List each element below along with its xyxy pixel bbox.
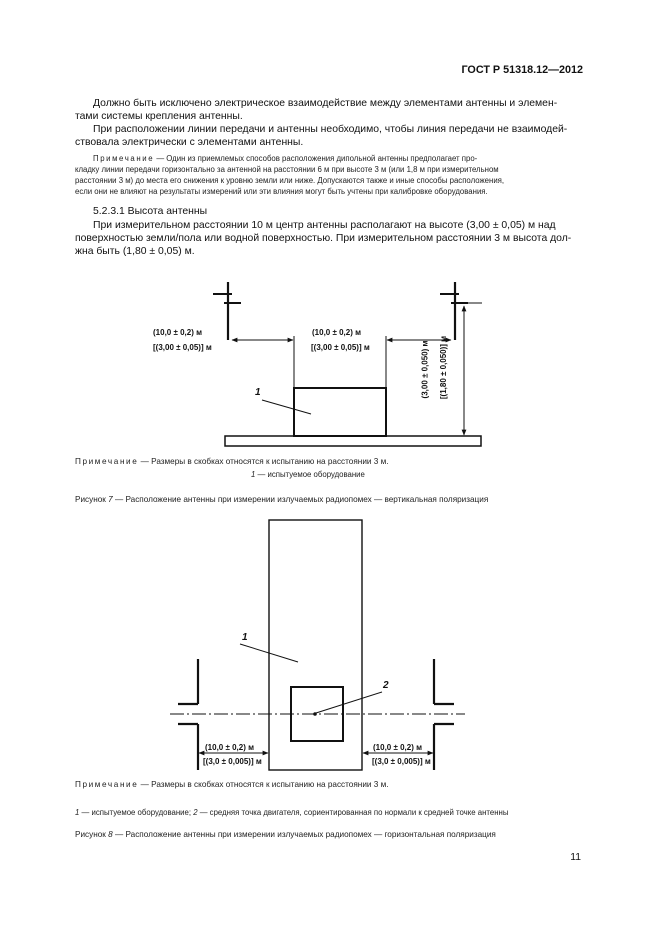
- equipment-tall-box: [269, 520, 362, 770]
- document-number: ГОСТ Р 51318.12—2012: [461, 64, 583, 76]
- fig8-caption-text: — Расположение антенны при измерении излучаемых радиопомех — горизонтальная поляризация: [112, 830, 496, 839]
- fig8-label-1: 1: [242, 632, 248, 643]
- left-antenna: [213, 282, 241, 340]
- fig8-legend-2-num: 2: [193, 808, 198, 817]
- paragraph-3-line-1: При измерительном расстоянии 10 м центр антенны располагают на высоте (3,00 ± 0,05) м над: [93, 220, 556, 231]
- fig7-dim-vertical-2: [(1,80 ± 0,050)] м: [439, 335, 449, 400]
- fig8-dim-left-bottom: [(3,0 ± 0,005)] м: [203, 757, 262, 766]
- note-1-line-4: если они не влияют на результаты измерений или эти влияния могут быть учтены при калибровке оборудования.: [75, 187, 488, 196]
- fig7-note-text: — Размеры в скобках относятся к испытанию на расстоянии 3 м.: [140, 457, 389, 466]
- fig7-legend: [251, 470, 365, 480]
- fig7-dim-vertical-1: (3,00 ± 0,050) м: [420, 340, 430, 399]
- fig7-dim-mid-top: (10,0 ± 0,2) м: [312, 328, 361, 337]
- paragraph-3-line-2: поверхностью земли/пола или водной поверхностью. При измерительном расстоянии 3 м высота дол-: [75, 233, 572, 244]
- fig8-note: [75, 780, 388, 790]
- fig8-dim-left-top: (10,0 ± 0,2) м: [205, 743, 254, 752]
- fig7-dim-left-bottom: [(3,00 ± 0,05)] м: [153, 343, 212, 352]
- fig7-caption-prefix: Рисунок: [75, 495, 109, 504]
- right-antenna-horizontal: [434, 659, 454, 770]
- fig8-label-2: 2: [383, 680, 389, 691]
- fig8-dim-right-top: (10,0 ± 0,2) м: [373, 743, 422, 752]
- fig7-caption-text: — Расположение антенны при измерении излучаемых радиопомех — вертикальная поляризация: [112, 495, 489, 504]
- note-text: — Один из приемлемых способов расположения дипольной антенны предполагает про-: [156, 154, 478, 163]
- fig8-caption-num: 8: [108, 830, 113, 839]
- fig8-note-text: — Размеры в скобках относятся к испытанию на расстоянии 3 м.: [140, 780, 389, 789]
- right-antenna: [440, 282, 468, 340]
- fig7-label-1: 1: [255, 387, 261, 398]
- fig8-caption: [75, 830, 496, 840]
- fig7-legend-num: 1: [251, 470, 256, 479]
- note-label: Примечание: [93, 154, 155, 163]
- fig7-legend-text: — испытуемое оборудование: [255, 470, 365, 479]
- note-1-line-2: кладку линии передачи горизонтально за антенной на расстоянии 6 м при высоте 3 м (или 1,8 м при измерительном: [75, 165, 499, 174]
- paragraph-1-line-1: Должно быть исключено электрическое взаимодействие между элементами антенны и элемен-: [93, 98, 558, 109]
- paragraph-2-line-1: При расположении линии передачи и антенны необходимо, чтобы линия передачи не взаимодей-: [93, 124, 568, 135]
- note-1-line-3: расстоянии 3 м) до места его снижения к уровню земли или ниже. Допускаются также и иные способы расположения,: [75, 176, 505, 185]
- fig8-dim-right-bottom: [(3,0 ± 0,005)] м: [372, 757, 431, 766]
- paragraph-3-line-3: жна быть (1,80 ± 0,05) м.: [75, 246, 195, 257]
- fig7-dim-mid-bottom: [(3,00 ± 0,05)] м: [311, 343, 370, 352]
- ground-plane: [225, 436, 481, 446]
- motor-square: [291, 687, 343, 741]
- fig7-dim-left-top: (10,0 ± 0,2) м: [153, 328, 202, 337]
- paragraph-1-line-2: тами системы крепления антенны.: [75, 111, 243, 122]
- fig8-legend-1-num: 1: [75, 808, 80, 817]
- paragraph-2-line-2: ствовала электрически с элементами антенны.: [75, 137, 304, 148]
- page-number: 11: [570, 852, 581, 863]
- fig7-note: [75, 457, 388, 467]
- fig8-caption-prefix: Рисунок: [75, 830, 109, 839]
- fig7-caption: [75, 495, 488, 505]
- note-1-line-1: [93, 154, 477, 164]
- fig7-caption-num: 7: [108, 495, 113, 504]
- fig8-legend: [75, 808, 508, 818]
- left-antenna-horizontal: [178, 659, 198, 770]
- fig8-legend-1-text: — испытуемое оборудование;: [79, 808, 194, 817]
- fig7-note-label: Примечание: [75, 457, 139, 466]
- section-heading: 5.2.3.1 Высота антенны: [93, 206, 208, 217]
- equipment-box: [294, 388, 386, 436]
- fig8-note-label: Примечание: [75, 780, 139, 789]
- fig8-legend-2-text: — средняя точка двигателя, сориентированная по нормали к средней точке антенны: [197, 808, 509, 817]
